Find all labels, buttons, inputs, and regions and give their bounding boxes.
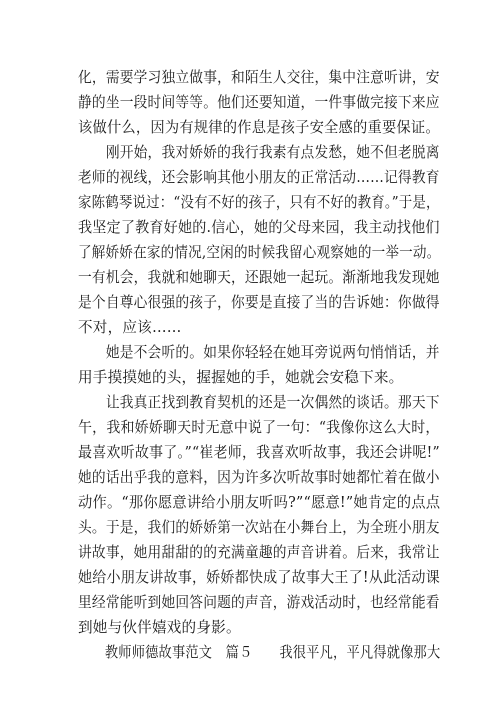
text-line: 里经常能听到她回答问题的声音，游戏活动时，也经常能看 bbox=[78, 594, 440, 611]
text-line: 教师师德故事范文 篇５ 我很平凡，平凡得就像那大 bbox=[78, 644, 441, 661]
text-line: 最喜欢听故事了。”“崔老师，我喜欢听故事，我还会讲呢!” bbox=[78, 444, 440, 461]
text-line: 刚开始，我对娇娇的我行我素有点发愁，她不但老脱离 bbox=[78, 144, 440, 161]
text-line: 她是不会听的。如果你轻轻在她耳旁说两句悄悄话，并 bbox=[78, 344, 440, 361]
text-line: 我坚定了教育好她的.信心，她的父母来园，我主动找他们 bbox=[78, 219, 440, 236]
text-line: 用手摸摸她的头，握握她的手，她就会安稳下来。 bbox=[78, 369, 404, 386]
text-line: 头。于是，我们的娇娇第一次站在小舞台上，为全班小朋友 bbox=[78, 519, 440, 536]
text-line: 她的话出乎我的意料，因为许多次听故事时她都忙着在做小 bbox=[78, 469, 440, 486]
text-line: 一有机会，我就和她聊天，还跟她一起玩。渐渐地我发现她 bbox=[78, 269, 440, 286]
text-line: 家陈鹤琴说过：“没有不好的孩子，只有不好的教育。”于是， bbox=[78, 194, 440, 211]
text-line: 她给小朋友讲故事，娇娇都快成了故事大王了!从此活动课 bbox=[78, 569, 440, 586]
text-line: 讲故事，她用甜甜的的充满童趣的声音讲着。后来，我常让 bbox=[78, 544, 440, 561]
text-line: 让我真正找到教育契机的还是一次偶然的谈话。那天下 bbox=[78, 394, 440, 411]
text-line: 到她与伙伴嬉戏的身影。 bbox=[78, 619, 241, 636]
text-line: 午，我和娇娇聊天时无意中说了一句：“我像你这么大时， bbox=[78, 419, 440, 436]
text-line: 了解娇娇在家的情况,空闲的时候我留心观察她的一举一动。 bbox=[78, 244, 441, 261]
text-line: 化，需要学习独立做事，和陌生人交往，集中注意听讲，安 bbox=[78, 69, 440, 86]
text-line: 该做什么，因为有规律的作息是孩子安全感的重要保证。 bbox=[78, 119, 440, 136]
text-line: 是个自尊心很强的孩子，你要是直接了当的告诉她：你做得 bbox=[78, 294, 440, 311]
text-line: 不对，应该…… bbox=[78, 319, 182, 336]
text-line: 动作。“那你愿意讲给小朋友听吗?”“愿意!”她肯定的点点 bbox=[78, 494, 441, 511]
text-line: 静的坐一段时间等等。他们还要知道，一件事做完接下来应 bbox=[78, 94, 440, 111]
text-line: 老师的视线，还会影响其他小朋友的正常活动……记得教育 bbox=[78, 169, 440, 186]
